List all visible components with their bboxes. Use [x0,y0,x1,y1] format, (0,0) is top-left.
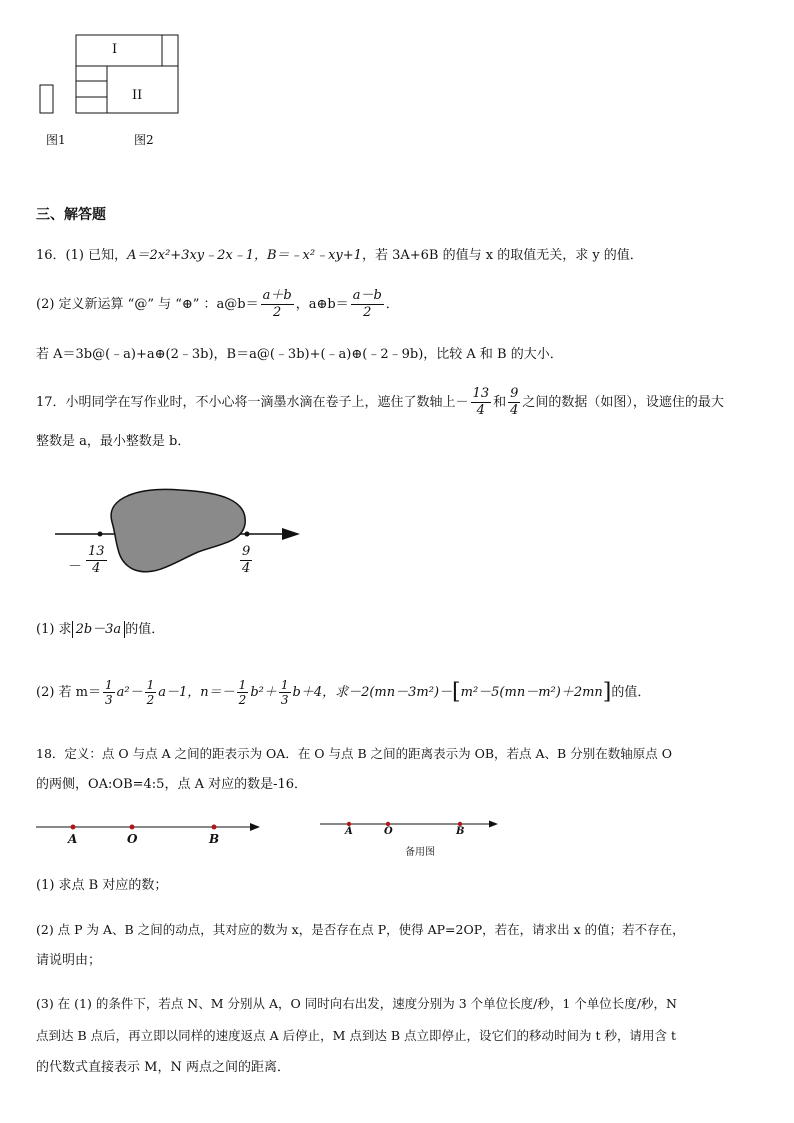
q16-frac-sum [261,288,294,321]
q17-expr1: －2(mn－3m²)－ [348,685,453,700]
q16-p2-prefix: (2) 定义新运算 “@” 与 “⊕” ：a@b＝ [36,297,259,312]
half-a-den: 2 [146,693,155,707]
q17-line1-suffix: 之间的数据（如图），设遮住的最大 [522,395,724,410]
third-a-num: 1 [105,678,113,692]
section-title: 三、解答题 [36,207,106,223]
q18-point-B [212,825,217,830]
third-b-num: 1 [280,678,289,692]
region-II-label: II [132,88,143,103]
figure-2-caption: 图2 [134,133,154,147]
q16-p1-suffix: ，若 3A+6B 的值与 x 的取值无关，求 y 的值． [361,248,643,263]
q18-sub2-line1: (2) 点 P 为 A、B 之间的动点，其对应的数为 x，是否存在点 P，使得 AP=2OP，若在，请求出 x 的值；若不存在， [36,922,685,937]
figure-1-caption: 图1 [46,133,66,147]
fig-left-minus-sign: － [68,559,82,575]
q16-frac-diff-num: a－b [352,288,382,303]
ink-blot [111,489,245,571]
half-a-num: 1 [146,678,155,692]
q17-frac-9-4 [508,386,520,419]
q17-frac-third-b [279,678,291,707]
q17-sub2 [36,678,650,707]
q18-sub3-line2: 点到达 B 点后，再立即以同样的速度返点 A 后停止，M 点到达 B 点立即停止，设它们的移动时间为 t 秒，请用含 t [36,1028,676,1043]
half-b-den: 2 [238,693,247,707]
q17-frac-third-a [103,678,115,707]
fig-left-den: 4 [92,561,101,576]
q18-sub2-line2: 请说明由； [36,953,102,968]
point-9-4 [245,532,250,537]
q17-m-expr: a²－ [116,685,143,700]
q16-part3: 若 A＝3b@(﹣a)+a⊕(2﹣3b)，B＝a@(﹣3b)+(﹣a)⊕(﹣2﹣9b)，比较 A 和 B 的大小． [36,347,563,362]
q17-sub1 [36,620,164,640]
q17-expr2: m²－5(mn－m²)＋2mn [460,685,603,700]
q17-line1-prefix: 17．小明同学在写作业时，不小心将一滴墨水滴在卷子上，遮住了数轴上－ [36,395,469,410]
point-minus-13-4 [98,532,103,537]
figure-1-2 [30,30,190,120]
q18b-caption: 备用图 [405,847,435,858]
q18-line2: 的两侧，OA:OB=4:5，点 A 对应的数是-16． [36,777,308,792]
q18b-label-O: O [384,826,393,837]
left-bracket: [ [452,679,461,705]
fig1-rect [40,85,53,113]
fig-right-fraction [240,544,252,577]
q16-frac-sum-num: a＋b [262,288,292,303]
q17-line1-mid: 和 [493,395,507,410]
q17-m-tail: a－1，n＝－ [158,685,235,700]
q17-frac-half-b [237,678,249,707]
q17-frac-13-4 [471,386,492,419]
q18-label-O: O [127,832,138,846]
q16-p1-prefix: 16．(1) 已知， [36,248,128,263]
q17-frac-half-a [145,678,157,707]
q18-label-A: A [68,832,78,846]
q17-line1 [36,386,724,419]
fig-left-fraction [86,544,107,577]
q17-frac1-den: 4 [476,403,485,418]
fig2-outer [76,35,178,113]
right-bracket: ] [602,679,612,705]
q18b-label-B: B [456,826,465,837]
q18-label-B: B [209,832,220,846]
q17-frac2-den: 4 [510,403,519,418]
number-line-arrow [282,528,300,540]
fig-left-num: 13 [88,544,105,559]
q16-part2 [36,288,399,321]
fig-right-num: 9 [242,544,251,559]
q18-point-A [71,825,76,830]
q17-frac1-num: 13 [472,386,490,401]
q17-sub1-prefix: (1) 求 [36,622,72,637]
q18-sub1: (1) 求点 B 对应的数； [36,878,168,893]
q18-point-O [130,825,135,830]
q16-frac-diff [351,288,384,321]
q18-line1: 18．定义：点 O 与点 A 之间的距表示为 OA．在 O 与点 B 之间的距离表示为 OB，若点 A、B 分别在数轴原点 O [36,746,672,761]
q17-n-b2: b²＋ [250,685,277,700]
q18b-axis-arrow [489,821,498,828]
q16-p2-end: ． [385,297,399,312]
q17-line2: 整数是 a，最小整数是 b． [36,434,191,449]
q16-p1-expr: A＝2x²+3xy﹣2x﹣1，B＝﹣x²﹣xy+1 [127,248,362,263]
region-I-label: I [112,42,118,57]
q18-axis-arrow [250,823,260,831]
q16-frac-sum-den: 2 [273,305,282,320]
q16-frac-diff-den: 2 [363,305,372,320]
q16-p2-mid: ，a⊕b＝ [295,297,349,312]
third-b-den: 3 [280,693,289,707]
q18-sub3-line3: 的代数式直接表示 M，N 两点之间的距离． [36,1060,290,1075]
q18-sub3-line1: (3) 在 (1) 的条件下，若点 N、M 分别从 A，O 同时向右出发，速度分别为 3 个单位长度/秒，1 个单位长度/秒，N [36,996,677,1011]
q17-frac2-num: 9 [510,386,519,401]
fig-right-den: 4 [242,561,251,576]
q18b-label-A: A [345,826,353,837]
q17-sub2-prefix: (2) 若 m＝ [36,685,102,700]
q17-sub1-abs-expr: 2b－3a [72,621,126,638]
q16-part1 [36,246,643,266]
third-a-den: 3 [105,693,113,707]
half-b-num: 1 [238,678,247,692]
q17-n-tail: b＋4，求 [292,685,349,700]
q17-sub1-suffix: 的值． [125,622,165,637]
q17-sub2-suffix: 的值． [611,685,651,700]
